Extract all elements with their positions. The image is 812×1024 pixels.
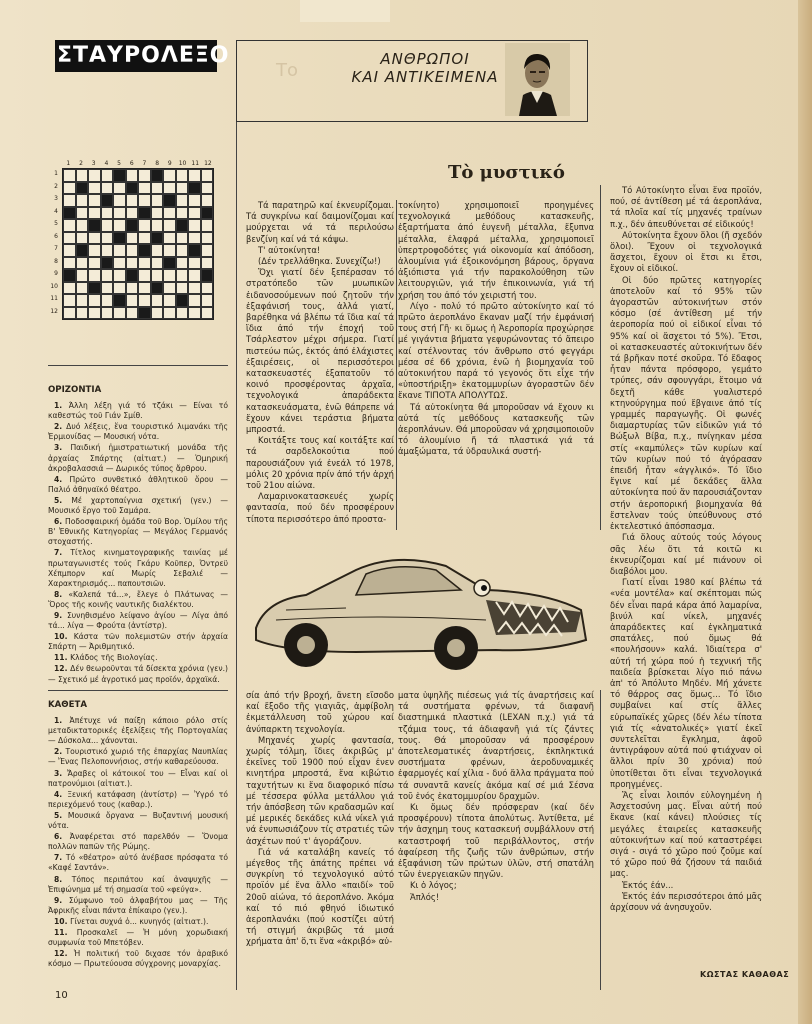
clue-number: 9. [54, 610, 67, 620]
clue-item [48, 548, 228, 588]
article-column-1 [246, 200, 394, 525]
grid-cell [113, 169, 126, 182]
grid-cell [126, 182, 139, 195]
grid-cell[interactable] [201, 257, 214, 270]
grid-column-number: 6 [129, 160, 134, 167]
clue-item [48, 664, 228, 684]
article-column-2-continued [398, 690, 594, 903]
clue-number: 6. [54, 832, 70, 842]
article-paragraph: Κοιτάξτε τους καί κοιτάξτε καί τά σαρδελοκούτια πού παρουσιάζουν γιά ἐνεάλ τό 1978, μόλις 20 χρόνια πρίν ἀπό τήν ἀρχή τοῦ 21ου αἰώνα. [246, 435, 394, 491]
grid-cell [138, 244, 151, 257]
clue-text: Ἡ πολιτική τοῦ διχασε τόν ἀραβικό κόσμο — Πρωτεύουσα σύγχρονης μοναρχίας. [48, 949, 228, 969]
faint-bleedthrough-text: Το [276, 60, 299, 81]
grid-cell [163, 194, 176, 207]
section-title-line1: ΑΝΘΡΩΠΟΙ [380, 50, 470, 68]
grid-cell [101, 257, 114, 270]
article-paragraph: σία ἀπό τήν βροχή, ἄνετη εἴσοδο καί ἔξοδο τῆς γιαγιᾶς, ἀμφίβολη ἐκμετάλλευση τοῦ χώρου καί ἀνύπαρκτη τεχνολογία. [246, 690, 394, 734]
grid-cell[interactable] [138, 182, 151, 195]
clue-number: 4. [54, 789, 68, 799]
grid-cell[interactable] [88, 182, 101, 195]
grid-cell[interactable] [151, 207, 164, 220]
grid-cell[interactable] [163, 207, 176, 220]
article-paragraph: Γιά ὅλους αὐτούς τούς λόγους σᾶς λέω ὅτι τά κοιτῶ κι ἐκνευρίζομαι καί μέ πιάνουν οἱ διαβόλοι μου. [610, 532, 762, 576]
grid-row-number: 1 [54, 170, 58, 177]
clue-text: Προσκαλεῖ — Ἡ μόνη χορωδιακή συμφωνία τοῦ Μπετόβεν. [48, 927, 228, 948]
grid-cell[interactable] [176, 307, 189, 320]
grid-cell[interactable] [201, 194, 214, 207]
grid-cell[interactable] [188, 207, 201, 220]
grid-cell[interactable] [76, 169, 89, 182]
article-paragraph: τοκίνητο) χρησιμοποιεῖ προηγμένες τεχνολογικά μεθόδους κατασκευῆς, ἐξαρτήματα ἀπό ἐυγενῆ μέταλλα, ἔξυπνα μέταλλα, ἐλαφρά μέταλλα, χρησιμοποιεῖ ὑπερτροφοδότες γιά οἰκονομία καί ἀπόδοση, ἀλουμίνια γιά ἐξοικονόμηση βάρους, ὄργανα ἀξιόπιστα γιά τήν παρακολούθηση τῶν λειτουργιῶν, γιά τήν ἐπικοινωνία, γιά τή χρήση του ἀπό τόν χειριστή του. [398, 200, 594, 300]
down-heading: ΚΑΘΕΤΑ [48, 700, 87, 710]
clue-number: 4. [54, 474, 70, 484]
grid-cell[interactable] [176, 194, 189, 207]
clue-text: Ἀπέτυχε νά παίξη κάποιο ρόλο στίς μεταδικτατορικές ἐξελίξεις τῆς Πορτογαλίας — Δύσκολα... χάνονται. [48, 716, 228, 746]
clue-item [48, 811, 228, 831]
grid-cell[interactable] [151, 294, 164, 307]
grid-cell[interactable] [176, 282, 189, 295]
grid-row-number: 10 [50, 282, 58, 290]
tape-strip [300, 0, 390, 22]
clue-item [48, 496, 228, 516]
grid-cell [151, 169, 164, 182]
article-paragraph: Γιατί εἶναι 1980 καί βλέπω τά «νέα μοντέλα» καί σκέπτομαι πώς δέν εἶναι παρά κάρα ἀπό λαμαρίνα, βινύλ καί νίκελ, μηχανές ἀπαράδεκτες καί ἐγκληματικά σπατάλες, πού ὅμως θά «πουλήσουν» καλά. Ἰδιαίτερα σ' αὐτή τή χώρα πού ἡ τεχνική τῆς παιδεία βρίσκεται λίγο πιό πάνω ἀπ' τό Ἀπόλυτο Μηδέν. Μή χάνετε τό θάρρος σας ὅμως... Τό ἴδιο συμβαίνει καί στίς ἄλλες εὐρωπαϊκές χῶρες (δέν λέω τίποτα γιά τίς «ἀνατολικές» γιατί ἐκεῖ συντελεῖται ἔγκλημα, ἀφοῦ ἀντιγράφουν αὐτά πού φτιάχναν οἱ ἄλλοι πρίν 30 χρόνια) πού ὑποτίθεται ὅτι εἶναι τεχνολογικά προηγμένες. [610, 577, 762, 789]
author-signature: ΚΩΣΤΑΣ ΚΑΘΑΘΑΣ [700, 970, 790, 979]
clue-item [48, 401, 228, 421]
clue-text: Συνηθισμένο λείψανο ἁγίου — Λίγα ἀπό τά... λίγα — Φρούτα (ἀντίστρ). [48, 610, 228, 631]
clue-text: Τουριστικό χωριό τῆς ἐπαρχίας Ναυπλίας — Ἕνας Πελοποννήσιος, στήν καθαρεύουσα. [48, 747, 228, 767]
clue-text: Ξενική κατάφαση (ἀντίστρ) — Ὑγρό τό περιεχόμενό τους (καθαρ.). [48, 789, 229, 809]
article-paragraph: Λίγο - πολύ τό πρῶτο αὐτοκίνητο καί τό πρῶτο ἀεροπλάνο ἔκαναν μαζί τήν ἐμφάνισή τους στή Γῆ· κι ὅμως ἡ Ἀεροπορία προχώρησε μέ γιγάντια βήματα γεφυρώνοντας τό ἄπειρο καί στέλνοντας τόν ἄνθρωπο στό φεγγάρι μέσα σέ 66 χρόνια, ἐνῶ ἡ βιομηχανία τοῦ αὐτοκινήτου παρά τό γεγονός ὅτι εἶχε τήν «ὑποστήριξη» ἑκατομμυρίων ἀγοραστῶν δέν ἔκανε ΤΙΠΟΤΑ ΑΠΟΛΥΤΩΣ. [398, 300, 594, 401]
article-paragraph: Τό Αὐτοκίνητο εἶναι ἕνα προϊόν, πού, σέ ἀντίθεση μέ τά ἀεροπλάνα, τά πλοῖα καί τίς μηχανές τραίνων π.χ., δέν ἀπευθύνεται σέ εἰδικούς! [610, 185, 762, 229]
article-column-3 [610, 185, 762, 913]
article-paragraph: Κι ὅμως δέν πρόσφεραν (καί δέν προσφέρουν) τίποτα ἀπολύτως. Ἀντίθετα, μέ τήν ἀσχημη τους κατασκευή συμβάλλουν στή καταστροφή τοῦ περιβάλλοντος, στήν ἀφαίρεση τῆς ζωῆς τῶν ἀνθρώπων, στήν ἐξαφάνιση τῶν πρώτων ὑλῶν, στή σπατάλη τῶν ἐνεργειακῶν πηγῶν. [398, 802, 594, 880]
grid-column-number: 2 [79, 160, 83, 167]
grid-cell [138, 307, 151, 320]
grid-cell[interactable] [76, 282, 89, 295]
article-paragraph: ματα ὑψηλῆς πιέσεως γιά τίς ἀναρτήσεις καί τά συστήματα φρένων, τά διαφανῆ διαστημικά πλαστικά (LEXAN π.χ.) γιά τά τζάμια τους, τά ἀδιαφανῆ γιά τίς ζάντες τους. Θά μποροῦσαν νά προσφέρουν ἀποτελεσματικές ἀναρτήσεις, ἐκπληκτικά συστήματα φρένων, ἀεροδυναμικές ἐφαρμογές καί χίλια - δυό ἄλλα πράγματα πού τά συναντᾶ κανείς ἀκόμα καί σέ μιά Σέσνα τοῦ ἑνός ἑκατομμυρίου δραχμῶν. [398, 690, 594, 801]
grid-cell[interactable] [101, 307, 114, 320]
grid-column-number: 3 [91, 160, 96, 167]
clue-number: 5. [54, 495, 72, 505]
clue-number: 12. [54, 949, 74, 959]
grid-column-number: 4 [104, 160, 109, 167]
grid-cell[interactable] [126, 282, 139, 295]
grid-row-number: 6 [54, 232, 58, 240]
grid-row-number: 8 [54, 257, 58, 265]
clue-text: Δυό λέξεις, ἕνα τουριστικό λιμανάκι τῆς Ἑρμιονίδας — Μουσική νότα. [48, 422, 228, 442]
grid-cell[interactable] [126, 194, 139, 207]
grid-cell[interactable] [101, 182, 114, 195]
clue-item [48, 917, 228, 927]
grid-cell[interactable] [101, 207, 114, 220]
crossword-grid [62, 168, 214, 320]
grid-cell[interactable] [176, 269, 189, 282]
grid-cell [113, 232, 126, 245]
grid-cell[interactable] [63, 169, 76, 182]
grid-cell[interactable] [201, 219, 214, 232]
clue-number: 7. [54, 548, 71, 558]
grid-row-number: 2 [54, 182, 58, 190]
article-paragraph: Ἁπλός! [410, 891, 440, 902]
grid-cell[interactable] [188, 307, 201, 320]
grid-cell[interactable] [176, 169, 189, 182]
clue-number: 1. [54, 716, 70, 726]
down-clues [48, 700, 228, 970]
clue-text: Τίτλος κινηματογραφικῆς ταινίας μέ πρωταγωνιστές τούς Γκάρυ Κοῦπερ, Ὀντρεϋ Χέπμπορν καί Μωρίς Σεβαλιέ — Χαρακτηρισμός... παπουτσιῶν. [48, 548, 229, 588]
grid-cell[interactable] [63, 307, 76, 320]
grid-cell[interactable] [63, 257, 76, 270]
grid-cell[interactable] [138, 269, 151, 282]
clue-number: 7. [54, 853, 66, 863]
grid-cell[interactable] [151, 307, 164, 320]
clue-item [48, 611, 228, 631]
clue-number: 11. [54, 927, 77, 937]
clue-number: 10. [54, 632, 74, 642]
grid-cell [176, 219, 189, 232]
grid-cell[interactable] [88, 269, 101, 282]
clue-item [48, 443, 228, 473]
clue-text: Πρώτο συνθετικό ἀθλητικοῦ ὅρου — Παλιό ἀθηναϊκό θέατρο. [48, 474, 228, 494]
grid-cell[interactable] [176, 257, 189, 270]
clue-item [48, 590, 228, 610]
grid-cell[interactable] [176, 232, 189, 245]
grid-cell[interactable] [76, 207, 89, 220]
clue-text: Δέν θεωροῦνται τά δίσεκτα χρόνια (γεν.) — Σχετικό μέ ἀγροτικό μας προϊόν, ἀρχαϊκά. [48, 664, 228, 684]
grid-cell[interactable] [63, 232, 76, 245]
grid-cell[interactable] [138, 194, 151, 207]
column-divider [236, 40, 237, 990]
grid-cell[interactable] [126, 294, 139, 307]
grid-cell[interactable] [151, 244, 164, 257]
clue-text: Τόπος περιπάτου καί ἀναψυχῆς — Ἐπιφώνημα μέ τή σημασία τοῦ «φεύγα». [48, 874, 229, 894]
article-column-1-continued [246, 690, 394, 948]
grid-cell [88, 219, 101, 232]
clue-number: 3. [54, 768, 67, 778]
section-title-line2: ΚΑΙ ΑΝΤΙΚΕΙΜΕΝΑ [351, 68, 499, 86]
grid-cell[interactable] [126, 207, 139, 220]
clue-number: 2. [54, 747, 66, 757]
clue-text: Γίνεται συχνά ὁ... κυνηγός (αἰτιατ.). [70, 916, 209, 926]
grid-cell[interactable] [151, 219, 164, 232]
article-column-2 [398, 200, 594, 458]
grid-cell[interactable] [188, 282, 201, 295]
clue-divider [48, 690, 228, 691]
grid-cell[interactable] [101, 219, 114, 232]
car-cartoon-illustration [246, 540, 594, 680]
clue-number: 8. [54, 874, 72, 884]
clue-text: Ἄραβες οἱ κάτοικοί του — Εἶναι καί οἱ πατρονύμιοι (αἰτιατ.). [48, 768, 228, 788]
article-paragraph: Λαμαρινοκατασκευές χωρίς φαντασία, πού δέν προσφέρουν τίποτα περισσότερο ἀπό προστα- [246, 491, 394, 524]
grid-row-number: 3 [54, 195, 58, 202]
grid-cell[interactable] [201, 232, 214, 245]
grid-cell[interactable] [101, 269, 114, 282]
grid-cell[interactable] [163, 219, 176, 232]
grid-cell[interactable] [76, 269, 89, 282]
grid-cell [151, 282, 164, 295]
grid-cell[interactable] [138, 169, 151, 182]
clue-item [48, 517, 228, 547]
grid-cell[interactable] [138, 219, 151, 232]
grid-cell[interactable] [113, 269, 126, 282]
grid-cell[interactable] [113, 307, 126, 320]
grid-cell[interactable] [113, 182, 126, 195]
grid-cell[interactable] [101, 244, 114, 257]
grid-cell[interactable] [176, 244, 189, 257]
grid-cell[interactable] [176, 182, 189, 195]
grid-cell[interactable] [201, 182, 214, 195]
clue-item [48, 653, 228, 663]
article-paragraph: Γιά νά καταλάβη κανείς τό μέγεθος τῆς ἀπάτης πρέπει νά συγκρίνη τό τεχνολογικό αὐτό προϊόν μέ ἕνα ἄλλο «παιδί» τοῦ 20οῦ αἰώνα, τό ἀεροπλάνο. Ἀκόμα καί τό πιό φθηνό ἰδιωτικό ἀεροπλανάκι (πού κοστίζει αὐτή τή στιγμή ἀκριβῶς τά μισά χρήματα ἀπ' ὅ,τι ἕνα «ἀκριβό» αὐ- [246, 846, 394, 947]
grid-cell [126, 269, 139, 282]
grid-cell[interactable] [88, 257, 101, 270]
clue-item [48, 422, 228, 442]
clue-number: 12. [54, 664, 71, 674]
clue-number: 6. [54, 517, 66, 527]
grid-cell [188, 244, 201, 257]
page-number: 10 [55, 990, 68, 1001]
clue-text: Μουσικά ὄργανα — Βυζαντινή μουσική νότα. [48, 810, 228, 831]
article-paragraph: Ἄς εἶναι λοιπόν εὐλογημένη ἡ Ἀσχετοσύνη μας. Εἶναι αὐτή πού ἔκανε (καί κάνει) πλούσιες τίς μεγάλες ἑταιρείες κατασκευῆς αὐτοκινήτων καί πού καταστρέφει σιγά - σιγά τό χῶρο πού ζοῦμε καί τό χῶρο πού θά ζήσουν τά παιδιά μας. [610, 789, 762, 879]
grid-cell[interactable] [163, 269, 176, 282]
grid-cell[interactable] [76, 219, 89, 232]
section-title [345, 50, 505, 86]
grid-cell[interactable] [176, 207, 189, 220]
clue-item [48, 875, 228, 895]
grid-cell[interactable] [188, 257, 201, 270]
clue-item [48, 769, 228, 789]
grid-cell[interactable] [188, 232, 201, 245]
clue-item [48, 853, 228, 873]
grid-cell[interactable] [151, 182, 164, 195]
clue-item [48, 928, 228, 948]
grid-column-number: 12 [204, 160, 212, 167]
grid-cell[interactable] [163, 307, 176, 320]
clue-text: Παιδική ἡμιστρατιωτική μονάδα τῆς ἀρχαίας Σπάρτης (αἰτιατ.) — Ὁμηρική ἀκροβαλασσιά — Δωρικός τύπος ἄρθρου. [48, 443, 229, 473]
grid-cell [151, 232, 164, 245]
grid-cell[interactable] [63, 294, 76, 307]
crossword-title: ΣΤΑΥΡΟΛΕΞΟ [55, 40, 217, 72]
author-photo [505, 43, 570, 116]
grid-column-number: 11 [191, 160, 200, 167]
grid-cell[interactable] [88, 207, 101, 220]
grid-cell[interactable] [88, 169, 101, 182]
column-divider [600, 185, 601, 530]
grid-cell[interactable] [63, 282, 76, 295]
grid-cell[interactable] [113, 257, 126, 270]
grid-cell [201, 269, 214, 282]
grid-cell[interactable] [188, 219, 201, 232]
grid-cell[interactable] [63, 244, 76, 257]
grid-cell[interactable] [88, 294, 101, 307]
grid-cell[interactable] [163, 232, 176, 245]
grid-cell [63, 207, 76, 220]
clue-text: Ποδοσφαιρική ὁμάδα τοῦ Βορ. Ὁμίλου τῆς Β' Ἐθνικῆς Κατηγορίας — Μεγάλος Γερμανός στοχαστής. [48, 517, 228, 547]
grid-row-number: 5 [54, 220, 58, 227]
clue-number: 10. [54, 916, 71, 926]
grid-cell[interactable] [163, 282, 176, 295]
clue-divider [48, 365, 228, 366]
clue-text: Σύμφωνο τοῦ ἀλφαβήτου μας — Τῆς Ἀφρικῆς εἶναι πάντα ἐπίκαιρο (γεν.). [48, 895, 228, 915]
grid-cell[interactable] [138, 232, 151, 245]
clue-text: «Καλεπά τά...», ἔλεγε ὁ Πλάτωνας — Ὅρος τῆς κοινῆς ναυτικῆς διαλέκτου. [48, 589, 228, 609]
grid-cell[interactable] [88, 244, 101, 257]
grid-cell[interactable] [126, 244, 139, 257]
grid-cell[interactable] [113, 207, 126, 220]
grid-cell[interactable] [163, 169, 176, 182]
grid-cell[interactable] [201, 169, 214, 182]
grid-cell[interactable] [126, 257, 139, 270]
clue-text: Κάστα τῶν πολεμιστῶν στήν ἀρχαία Σπάρτη — Ἀριθμητικό. [48, 632, 228, 652]
grid-cell [76, 182, 89, 195]
article-paragraph: (Δέν τρελλάθηκα. Συνεχίζω!) [258, 256, 381, 267]
grid-cell[interactable] [113, 282, 126, 295]
article-paragraph: Αὐτοκίνητα ἔχουν ὅλοι (ἤ σχεδόν ὅλοι). Ἔχουν οἱ τεχνολογικά ἄσχετοι, ἔχουν οἱ ἔτσι κι ἔτσι, ἔχουν οἱ εἰδικοί. [610, 229, 762, 274]
grid-cell [113, 294, 126, 307]
crossword-column-numbers [62, 160, 222, 167]
grid-cell[interactable] [188, 194, 201, 207]
clue-item [48, 896, 228, 916]
grid-cell [201, 207, 214, 220]
grid-cell[interactable] [101, 282, 114, 295]
clue-text: Τό «θέατρο» αὐτό ἀνέβασε πρόσφατα τό «Καφέ Σαντάν». [48, 853, 229, 873]
grid-cell[interactable] [201, 307, 214, 320]
grid-cell[interactable] [88, 194, 101, 207]
clue-number: 9. [54, 895, 69, 905]
clue-item [48, 949, 228, 969]
grid-cell[interactable] [63, 219, 76, 232]
clue-text: Ἀναφέρεται στό παρελθόν — Ὄνομα πολλῶν παπῶν τῆς Ρώμης. [48, 832, 228, 852]
grid-cell[interactable] [188, 169, 201, 182]
grid-cell[interactable] [138, 257, 151, 270]
grid-cell [88, 282, 101, 295]
grid-cell[interactable] [151, 269, 164, 282]
grid-cell[interactable] [113, 244, 126, 257]
clue-number: 11. [54, 653, 71, 663]
grid-cell[interactable] [101, 294, 114, 307]
clue-item [48, 632, 228, 652]
grid-row-number: 11 [50, 295, 58, 302]
grid-cell[interactable] [138, 294, 151, 307]
clue-text: Άλλη λέξη γιά τό τζάκι — Είναι τό καθεστώς τοῦ Γιάν Σμίθ. [48, 401, 229, 421]
clue-number: 3. [54, 443, 71, 453]
article-paragraph: Ἐκτός ἐάν... [622, 879, 674, 890]
grid-cell[interactable] [163, 244, 176, 257]
clue-number: 1. [54, 401, 69, 411]
grid-row-number: 12 [50, 307, 58, 315]
grid-cell[interactable] [113, 219, 126, 232]
grid-cell[interactable] [126, 307, 139, 320]
clue-item [48, 747, 228, 767]
article-paragraph: Τ' αὐτοκίνητα! [258, 244, 321, 255]
grid-cell[interactable] [201, 294, 214, 307]
grid-row-number: 9 [54, 270, 58, 277]
clue-text: Μέ χαρτοπαίγνια σχετική (γεν.) — Μουσικό ἔργο τοῦ Σαμάρα. [48, 495, 228, 516]
clue-text: Κλάδος τῆς Βιολογίας. [70, 653, 158, 663]
grid-cell[interactable] [101, 232, 114, 245]
column-divider [396, 200, 397, 530]
grid-cell[interactable] [151, 194, 164, 207]
grid-column-number: 5 [117, 160, 121, 167]
grid-cell[interactable] [138, 282, 151, 295]
grid-row-number: 4 [54, 207, 58, 215]
grid-cell[interactable] [76, 257, 89, 270]
grid-column-number: 8 [155, 160, 160, 167]
grid-cell[interactable] [76, 194, 89, 207]
grid-cell[interactable] [88, 232, 101, 245]
clue-item [48, 475, 228, 495]
grid-cell[interactable] [88, 307, 101, 320]
across-clues [48, 385, 228, 686]
grid-column-number: 7 [142, 160, 147, 167]
grid-cell[interactable] [113, 194, 126, 207]
grid-cell[interactable] [76, 307, 89, 320]
page-edge [798, 0, 812, 1024]
grid-column-number: 10 [178, 160, 187, 167]
grid-cell[interactable] [163, 294, 176, 307]
grid-cell [176, 294, 189, 307]
article-paragraph: Ὄχι γιατί δέν ξεπέρασαν τό στρατόπεδο τῶν μυωπικῶν ἐιδανοσούμενων πού ζητοῦν τήν ἐξαφάνισή τους, ἀλλά γιατί, βαρέθηκα νά βλέπω τά ἴδια καί τά ἴδια ἀπό τήν ἐποχή τοῦ Τσάρλεστον μέχρι σήμερα. Γιατί πιστεύω πώς, ἐκτός ἀπό ἐλάχιστες ἐξαιρέσεις, οἱ περισσότεροι κατασκευαστές ἐξαπατοῦν τό κοινό προσφέροντας ἀρχαῖα, τεχνολογικά ἀπαράδεκτα κατασκευάσματα, ἐνῶ θάπρεπε νά ἔχουν κάνει τεράστια βήματα μπροστά. [246, 267, 394, 435]
grid-cell [138, 207, 151, 220]
grid-cell [163, 257, 176, 270]
clue-item [48, 832, 228, 852]
grid-cell [188, 182, 201, 195]
grid-cell[interactable] [188, 294, 201, 307]
grid-cell [101, 194, 114, 207]
grid-cell[interactable] [163, 182, 176, 195]
article-paragraph: Τά αὐτοκίνητα θά μποροῦσαν νά ἔχουν κι αὐτά τίς μεθόδους κατασκευῆς τῶν ἀεροπλάνων. Θά μποροῦσαν νά χρησιμοποιοῦν τό ἀλουμίνιο ἤ τά πλαστικά γιά τά ἀμαξώματα, τά ὑδραυλικά συστή- [398, 401, 594, 457]
clue-number: 2. [54, 422, 67, 432]
across-heading: ΟΡΙΖΟΝΤΙΑ [48, 385, 102, 395]
clue-number: 5. [54, 810, 68, 820]
article-paragraph: Οἱ δύο πρῶτες κατηγορίες ἀποτελοῦν καί τό 95% τῶν ἀγοραστῶν αὐτοκινήτων στόν κόσμο (σέ ἀντίθεση μέ τήν ἀεροπορία πού οἱ εἰδικοί εἶναι τό 95% καί οἱ ἄσχετοι τό 5%). Ἔτσι, οἱ κατασκευαστές αὐτοκινήτων δέν τά βρῆκαν ποτέ σκοῦρα. Τό ἔδαφος ἦταν πάντα πρόσφορο, γεμάτο τρύπες, σάν σφουγγάρι, ἕτοιμο νά δεχτῆ κάθε γυαλιστερό κτηνούργημα πού ἔβγαινε ἀπό τίς γραμμές παραγωγῆς. Οἱ φωνές διαμαρτυρίας τῶν εἰδικῶν γιά τό Βώξωλ Βίβα, π.χ., πνίγηκαν μέσα στίς «καμπύλες» τῶν κυρίων καί τῶν κυρίων πού τό ἀγόρασαν ἐπειδή ἦταν «ἀγγλικό». Τό ἴδιο ἔγινε καί μέ δεκάδες ἄλλα αὐτοκίνητα πού ἄν παρουσιάζονταν στήν ἀεροπορική βιομηχανία θά ἔστελναν τούς ὑπεύθυνους στό ἐκτελεστικό ἀπόσπασμα. [610, 274, 762, 532]
grid-cell [76, 244, 89, 257]
grid-column-number: 1 [66, 160, 71, 167]
grid-cell [63, 269, 76, 282]
article-paragraph: Τά παρατηρῶ καί ἐκνευρίζομαι. Τά συγκρίνω καί δαιμονίζομαι καί μούρχεται νά τά περιλούσω βενζίνη καί νά τά κάψω. [246, 200, 394, 244]
crossword-row-numbers [50, 168, 58, 318]
grid-cell [126, 219, 139, 232]
column-divider [600, 690, 601, 990]
clue-item [48, 790, 228, 810]
article-paragraph: Ἐκτός ἐάν περισσότεροι ἀπό μᾶς ἀρχίσουν νά ἀνησυχοῦν. [610, 890, 762, 912]
grid-cell[interactable] [126, 232, 139, 245]
grid-cell[interactable] [201, 282, 214, 295]
grid-cell[interactable] [63, 182, 76, 195]
grid-row-number: 7 [54, 245, 58, 252]
grid-cell[interactable] [76, 232, 89, 245]
grid-cell[interactable] [201, 244, 214, 257]
grid-cell[interactable] [63, 194, 76, 207]
grid-cell[interactable] [101, 169, 114, 182]
article-title: Τὸ μυστικό [448, 162, 565, 183]
article-paragraph: Κι ὁ λόγος; [410, 880, 457, 891]
grid-cell[interactable] [76, 294, 89, 307]
grid-cell[interactable] [188, 269, 201, 282]
clue-number: 8. [54, 589, 69, 599]
grid-cell[interactable] [126, 169, 139, 182]
article-paragraph: Μηχανές χωρίς φαντασία, χωρίς τόλμη, ἴδιες ἀκριβῶς μ' ἐκεῖνες τοῦ 1900 πού εἶχαν ἐνεν κινητήρα μπροστά, ἕνα κιβώτιο ταχυτήτων κι ἕνα διαφορικό πίσω μέ τέσσερα φύλλα μετάλλου γιά τήν ἀπόσβεση τῶν κραδασμῶν καί μέ μερικές δεκάδες κιλά νίκελ γιά νά ἐνυπωσιάζουν τίς στρατιές τῶν ἀσχέτων πού τ' ἀγοράζουν. [246, 734, 394, 846]
grid-cell[interactable] [151, 257, 164, 270]
grid-column-number: 9 [167, 160, 172, 167]
clue-item [48, 716, 228, 746]
